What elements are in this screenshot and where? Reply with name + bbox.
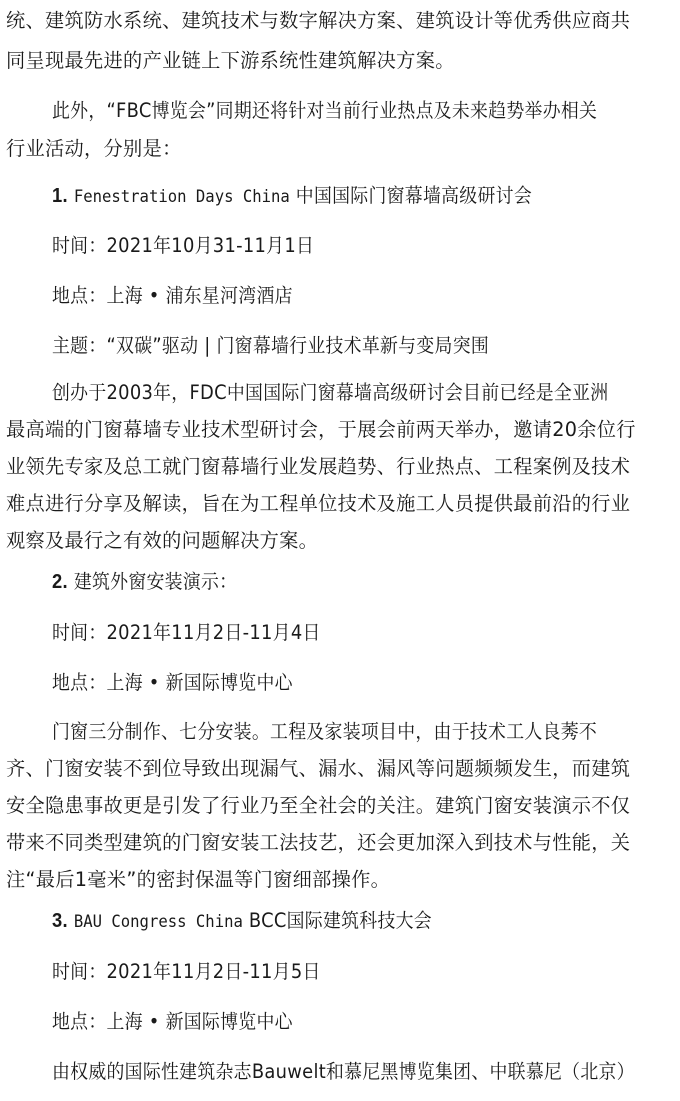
paragraph-line: 同呈现最先进的产业链上下游系统性建筑解决方案。 <box>6 49 455 72</box>
paragraph-line: 难点进行分享及解读，旨在为工程单位技术及施工人员提供最前沿的行业 <box>6 492 631 515</box>
event-time: 时间：2021年10月31-11月1日 <box>52 234 315 257</box>
section-heading-1 <box>52 183 625 210</box>
heading-number: 3. <box>52 910 68 932</box>
heading-text: 中国国际门窗幕墙高级研讨会 <box>289 184 532 207</box>
paragraph-line: 带来不同类型建筑的门窗安装工法技艺，还会更加深入到技术与性能，关 <box>6 831 631 854</box>
event-theme: 主题：“双碳”驱动 | 门窗幕墙行业技术革新与变局突围 <box>52 334 490 357</box>
paragraph-line: 门窗三分制作、七分安装。工程及家装项目中，由于技术工人良莠不 <box>52 720 598 743</box>
heading-number: 2. <box>52 571 68 593</box>
event-time: 时间：2021年11月2日-11月4日 <box>52 621 321 644</box>
section-heading-2 <box>52 569 625 595</box>
event-location: 地点：上海 • 浦东星河湾酒店 <box>52 284 293 307</box>
paragraph-line: 注“最后1毫米”的密封保温等门窗细部操作。 <box>6 868 391 891</box>
heading-text: 建筑外窗安装演示： <box>67 570 238 593</box>
paragraph-line: 行业活动，分别是： <box>6 137 182 160</box>
section-heading-3 <box>52 908 625 935</box>
paragraph-line: 由权威的国际性建筑杂志Bauwelt和慕尼黑博览集团、中联慕尼（北京） <box>52 1060 635 1083</box>
paragraph-line: 最高端的门窗幕墙专业技术型研讨会，于展会前两天举办，邀请20余位行 <box>6 418 636 441</box>
paragraph-line: 此外，“FBC博览会”同期还将针对当前行业热点及未来趋势举办相关 <box>52 99 598 122</box>
paragraph-line: 观察及最行之有效的问题解决方案。 <box>6 529 319 552</box>
paragraph-line: 齐、门窗安装不到位导致出现漏气、漏水、漏风等问题频频发生，而建筑 <box>6 757 631 780</box>
paragraph-line: 统、建筑防水系统、建筑技术与数字解决方案、建筑设计等优秀供应商共 <box>6 9 631 32</box>
paragraph-line: 创办于2003年，FDC中国国际门窗幕墙高级研讨会目前已经是全亚洲 <box>52 381 609 404</box>
heading-latin: BAU Congress China <box>73 912 243 932</box>
event-location: 地点：上海 • 新国际博览中心 <box>52 671 293 694</box>
heading-latin: Fenestration Days China <box>73 187 290 207</box>
event-time: 时间：2021年11月2日-11月5日 <box>52 960 321 983</box>
paragraph-line: 安全隐患事故更是引发了行业乃至全社会的关注。建筑门窗安装演示不仅 <box>6 794 631 817</box>
heading-number: 1. <box>52 185 68 207</box>
paragraph-line: 业领先专家及总工就门窗幕墙行业发展趋势、行业热点、工程案例及技术 <box>6 455 631 478</box>
heading-text: BCC国际建筑科技大会 <box>242 909 432 932</box>
event-location: 地点：上海 • 新国际博览中心 <box>52 1010 293 1033</box>
